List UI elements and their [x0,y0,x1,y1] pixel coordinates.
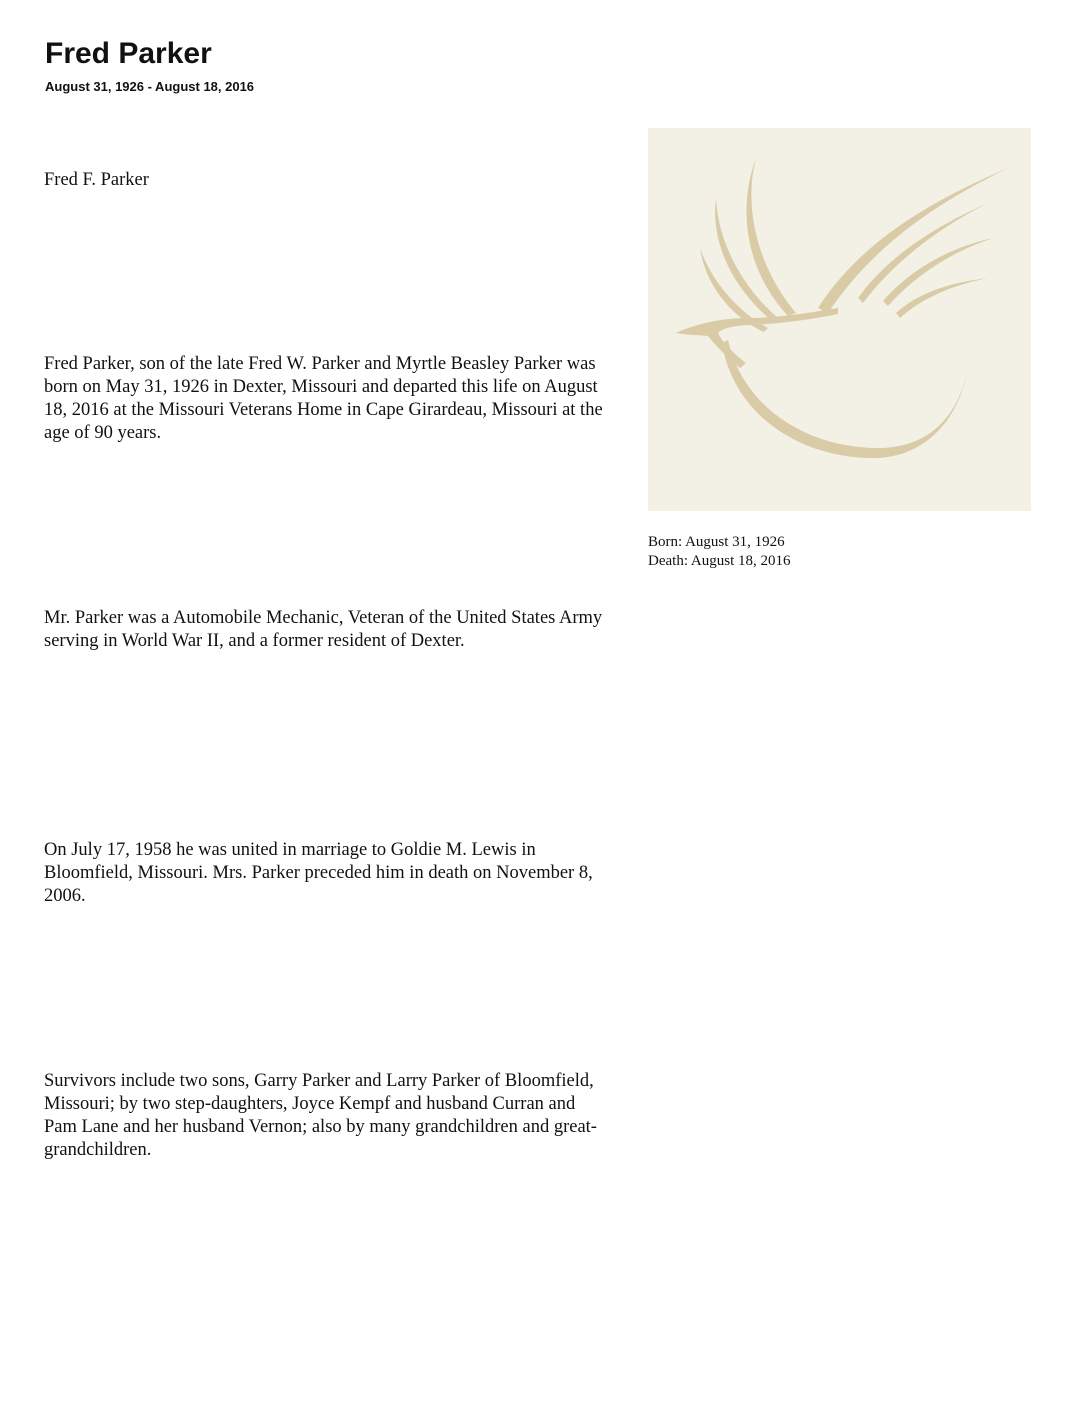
life-dates-caption [648,533,791,571]
death-date: Death: August 18, 2016 [648,553,791,569]
dove-icon [648,128,1031,511]
memorial-image [648,128,1031,511]
obituary-paragraph-1: Fred Parker, son of the late Fred W. Parker and Myrtle Beasley Parker was born on May 31, 1926 in Dexter, Missouri and departed this life on August 18, 2016 at the Missouri Veterans Home in Cape Girardeau, Missouri at the age of 90 years. [44,354,603,443]
life-span-dates: August 31, 1926 - August 18, 2016 [45,79,255,94]
obituary-paragraph-2: Mr. Parker was a Automobile Mechanic, Veteran of the United States Army serving in World War II, and a former resident of Dexter. [44,608,603,651]
obituary-paragraph-3: On July 17, 1958 he was united in marriage to Goldie M. Lewis in Bloomfield, Missouri. Mrs. Parker preceded him in death on November 8, 2006. [44,840,593,906]
obituary-paragraph-4: Survivors include two sons, Garry Parker and Larry Parker of Bloomfield, Missouri; by two step-daughters, Joyce Kempf and husband Curran and Pam Lane and her husband Vernon; also by many grandchildren and great-grandchildren. [44,1071,597,1160]
page-title: Fred Parker [45,37,212,70]
born-date: Born: August 31, 1926 [648,534,785,550]
full-name: Fred F. Parker [44,170,149,190]
